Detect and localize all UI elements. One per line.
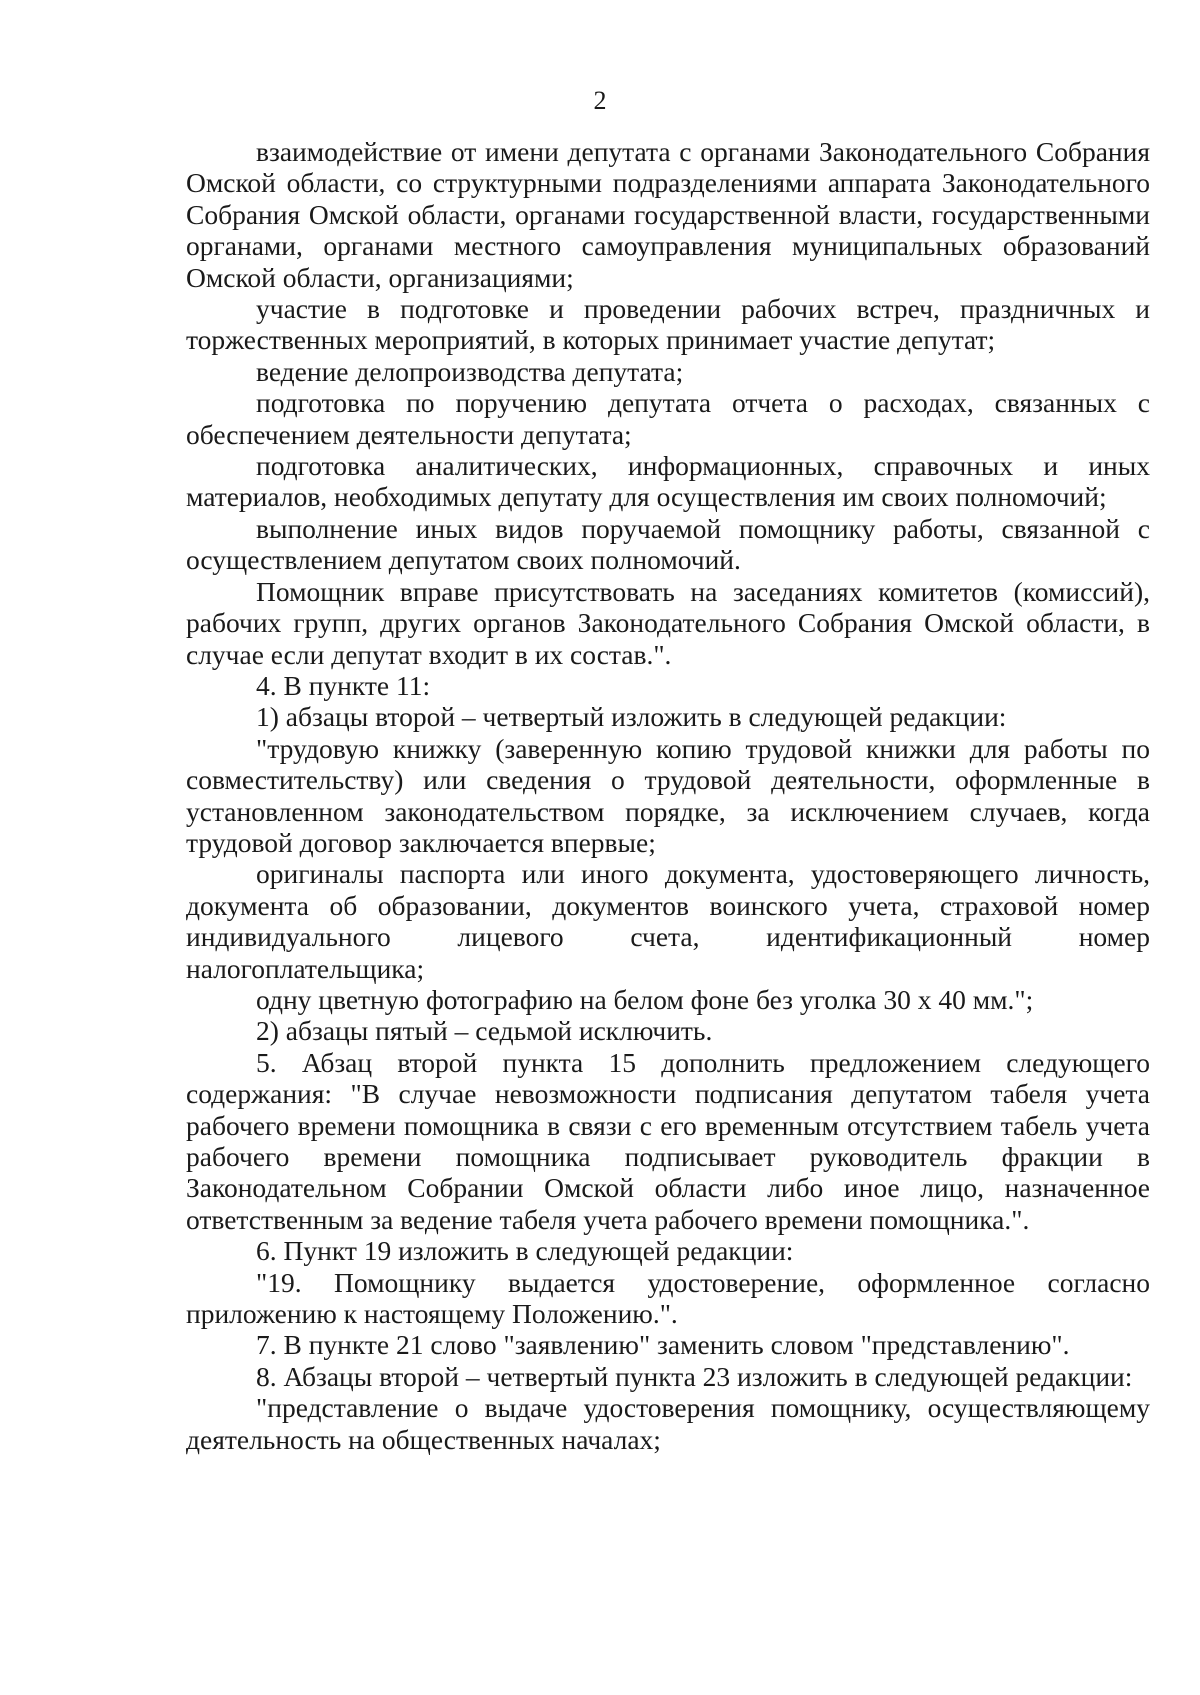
paragraph: "представление о выдаче удостоверения помощнику, осуществляющему деятельность на общественных началах;	[186, 1392, 1150, 1455]
paragraph: "трудовую книжку (заверенную копию трудовой книжки для работы по совместительству) или сведения о трудовой деятельности, оформленные в установленном законодательством порядке, за исключением случаев, когда трудовой договор заключается впервые;	[186, 732, 1150, 858]
paragraph: подготовка по поручению депутата отчета о расходах, связанных с обеспечением деятельности депутата;	[186, 387, 1150, 450]
paragraph: 4. В пункте 11:	[256, 669, 431, 701]
paragraph: взаимодействие от имени депутата с органами Законодательного Собрания Омской области, со структурными подразделениями аппарата Законодательного Собрания Омской области, органами государственной власти, государственными органами, органами местного самоуправления муниципальных образований Омской области, организациями;	[186, 136, 1150, 293]
paragraph: ведение делопроизводства депутата;	[256, 355, 684, 387]
paragraph: "19. Помощнику выдается удостоверение, оформленное согласно приложению к настоящему Положению.".	[186, 1266, 1150, 1330]
document-body	[186, 136, 1150, 1455]
paragraph: одну цветную фотографию на белом фоне без уголка 30 х 40 мм.";	[256, 983, 1034, 1015]
paragraph: Помощник вправе присутствовать на заседаниях комитетов (комиссий), рабочих групп, других органов Законодательного Собрания Омской области, в случае если депутат входит в их состав.".	[186, 575, 1150, 670]
paragraph: 7. В пункте 21 слово "заявлению" заменить словом "представлению".	[256, 1329, 1070, 1361]
page-number: 2	[593, 86, 607, 115]
paragraph: 1) абзацы второй – четвертый изложить в следующей редакции:	[256, 701, 1007, 733]
paragraph: 6. Пункт 19 изложить в следующей редакции:	[256, 1235, 794, 1267]
paragraph: участие в подготовке и проведении рабочих встреч, праздничных и торжественных мероприятий, в которых принимает участие депутат;	[186, 293, 1150, 356]
paragraph: 2) абзацы пятый – седьмой исключить.	[256, 1015, 713, 1047]
paragraph: 5. Абзац второй пункта 15 дополнить предложением следующего содержания: "В случае невозможности подписания депутатом табеля учета рабочего времени помощника в связи с его временным отсутствием табель учета рабочего времени помощника подписывает руководитель фракции в Законодательном Собрании Омской области либо иное лицо, назначенное ответственным за ведение табеля учета рабочего времени помощника.".	[186, 1046, 1150, 1235]
paragraph: выполнение иных видов поручаемой помощнику работы, связанной с осуществлением депутатом своих полномочий.	[186, 512, 1150, 576]
paragraph: оригиналы паспорта или иного документа, удостоверяющего личность, документа об образовании, документов воинского учета, страховой номер индивидуального лицевого счета, идентификационный номер налогоплательщика;	[186, 858, 1150, 984]
paragraph: подготовка аналитических, информационных, справочных и иных материалов, необходимых депутату для осуществления им своих полномочий;	[186, 450, 1150, 513]
paragraph: 8. Абзацы второй – четвертый пункта 23 изложить в следующей редакции:	[256, 1360, 1133, 1392]
